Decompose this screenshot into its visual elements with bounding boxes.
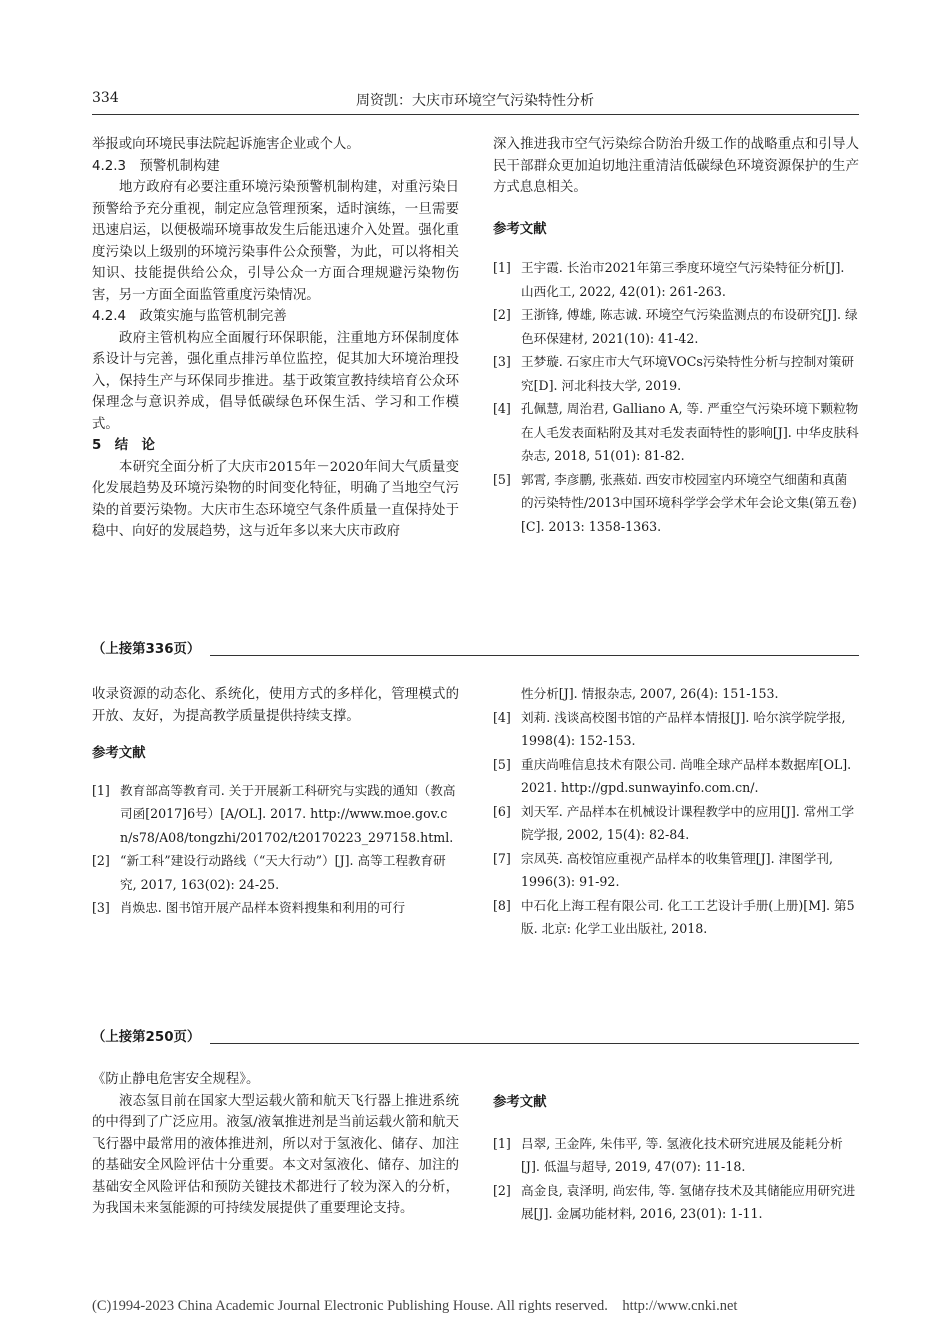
reference-item: [3] 肖焕忠. 图书馆开展产品样本资料搜集和利用的可行 <box>92 900 406 915</box>
paragraph: 本研究全面分析了大庆市2015年－2020年间大气质量变化发展趋势及环境污染物的时间变化特征，明确了当地空气污染的首要污染物。大庆市生态环境空气条件质量一直保持处于稳中、向好的发展趋势，这与近年多以来大庆市政府 <box>92 459 459 539</box>
reference-item: [1] 吕翠, 王金阵, 朱伟平, 等. 氢液化技术研究进展及能耗分析[J]. 低温与超导, 2019, 47(07): 11-18. <box>493 1135 843 1174</box>
article1-left-column <box>92 134 459 543</box>
continuation-rule <box>210 1043 859 1044</box>
paragraph: 举报或向环境民事法院起诉施害企业或个人。 <box>92 137 360 152</box>
reference-item: [2] 高金良, 袁泽明, 尚宏伟, 等. 氢储存技术及其储能应用研究进展[J]. 金属功能材料, 2016, 23(01): 1-11. <box>493 1182 856 1221</box>
reference-item-continued: 性分析[J]. 情报杂志, 2007, 26(4): 151-153. <box>521 686 779 701</box>
reference-item: [2] 王浙锋, 傅雄, 陈志诚. 环境空气污染监测点的布设研究[J]. 绿色环保建材, 2021(10): 41-42. <box>493 307 858 346</box>
article3-right-column <box>493 1092 859 1226</box>
paragraph: 《防止静电危害安全规程》。 <box>92 1072 260 1087</box>
reference-item: [3] 王梦璇. 石家庄市大气环境VOCs污染特性分析与控制对策研究[D]. 河北科技大学, 2019. <box>493 354 854 393</box>
article1-right-column <box>493 134 859 538</box>
paragraph: 地方政府有必要注重环境污染预警机制构建，对重污染日预警给予充分重视，制定应急管理预案，适时演练，一旦需要迅速启运，以便极端环境事故发生后能迅速介入处置。强化重度污染以上级别的环境污染事件公众预警，为此，可以将相关知识、技能提供给公众，引导公众一方面合理规避污染物伤害，另一方面全面监管重度污染情况。 <box>92 180 459 303</box>
reference-item: [7] 宗凤英. 高校馆应重视产品样本的收集管理[J]. 津图学刊, 1996(3): 91-92. <box>493 850 833 889</box>
reference-item: [5] 郭霄, 李彦鹏, 张燕茹. 西安市校园室内环境空气细菌和真菌的污染特性/2013中国环境科学学会学术年会论文集(第五卷)[C]. 2013: 1358-1363. <box>493 471 857 534</box>
running-title: 周资凯：大庆市环境空气污染特性分析 <box>356 93 594 109</box>
page-number: 334 <box>92 90 119 106</box>
section-heading-4-2-4: 4.2.4 政策实施与监管机制完善 <box>92 309 287 324</box>
reference-item: [4] 孔佩慧, 周治君, Galliano A, 等. 严重空气污染环境下颗粒物在人毛发表面粘附及其对毛发表面特性的影响[J]. 中华皮肤科杂志, 2018, 51(01): 81-82. <box>493 401 859 463</box>
continued-from-marker: （上接第336页） <box>92 642 201 657</box>
reference-item: [6] 刘天军. 产品样本在机械设计课程教学中的应用[J]. 常州工学院学报, 2002, 15(4): 82-84. <box>493 803 855 842</box>
paragraph: 深入推进我市空气污染综合防治升级工作的战略重点和引导人民干部群众更加迫切地注重清洁低碳绿色环境资源保护的生产方式息息相关。 <box>493 137 859 195</box>
section-heading-4-2-3: 4.2.3 预警机制构建 <box>92 158 220 174</box>
references-title: 参考文献 <box>92 746 146 761</box>
article2-left-column <box>92 684 459 920</box>
continuation-rule <box>210 655 859 656</box>
copyright-footer: (C)1994-2023 China Academic Journal Electronic Publishing House. All rights reserved. http://www.cnki.net <box>92 1298 738 1314</box>
header-rule <box>92 114 859 115</box>
section-heading-5: 5 结 论 <box>92 438 155 453</box>
reference-item: [1] 王宇霞. 长治市2021年第三季度环境空气污染特征分析[J]. 山西化工, 2022, 42(01): 261-263. <box>493 260 845 299</box>
paragraph: 液态氢目前在国家大型运载火箭和航天飞行器上推进系统的中得到了广泛应用。液氢/液氧推进剂是当前运载火箭和航天飞行器中最常用的液体推进剂，所以对于氢液化、储存、加注的基础安全风险评估十分重要。本文对氢液化、储存、加注的基础安全风险评估和预防关键技术都进行了较为深入的分析，为我国未来氢能源的可持续发展提供了重要理论支持。 <box>92 1093 459 1216</box>
reference-list <box>493 256 859 538</box>
article2-right-column <box>493 682 859 941</box>
reference-list <box>493 682 859 941</box>
references-title: 参考文献 <box>493 1095 547 1110</box>
reference-item: [5] 重庆尚唯信息技术有限公司. 尚唯全球产品样本数据库[OL]. 2021. http://gpd.sunwayinfo.com.cn/. <box>493 756 852 795</box>
reference-item: [4] 刘莉. 浅谈高校图书馆的产品样本情报[J]. 哈尔滨学院学报, 1998(4): 152-153. <box>493 709 846 748</box>
continued-from-marker: （上接第250页） <box>92 1030 201 1045</box>
article3-left-column <box>92 1069 459 1220</box>
paragraph: 收录资源的动态化、系统化，使用方式的多样化，管理模式的开放、友好，为提高教学质量提供持续支撑。 <box>92 687 459 724</box>
reference-item: [8] 中石化上海工程有限公司. 化工工艺设计手册(上册)[M]. 第5版. 北京: 化学工业出版社, 2018. <box>493 897 855 936</box>
reference-item: [2] “新工科”建设行动路线（“天大行动”）[J]. 高等工程教育研究, 2017, 163(02): 24-25. <box>92 853 446 892</box>
reference-list <box>92 779 459 920</box>
reference-item: [1] 教育部高等教育司. 关于开展新工科研究与实践的通知（教高司函[2017]6号）[A/OL]. 2017. http://www.moe.gov.cn/s78/A08/tongzhi/201702/t20170223_297158.html. <box>92 782 456 845</box>
references-title: 参考文献 <box>493 221 547 237</box>
paragraph: 政府主管机构应全面履行环保职能，注重地方环保制度体系设计与完善，强化重点排污单位监控，促其加大环境治理投入，保持生产与环保同步推进。基于政策宣教持续培育公众环保理念与意识养成，倡导低碳绿色环保生活、学习和工作模式。 <box>92 330 459 432</box>
reference-list <box>493 1132 859 1226</box>
